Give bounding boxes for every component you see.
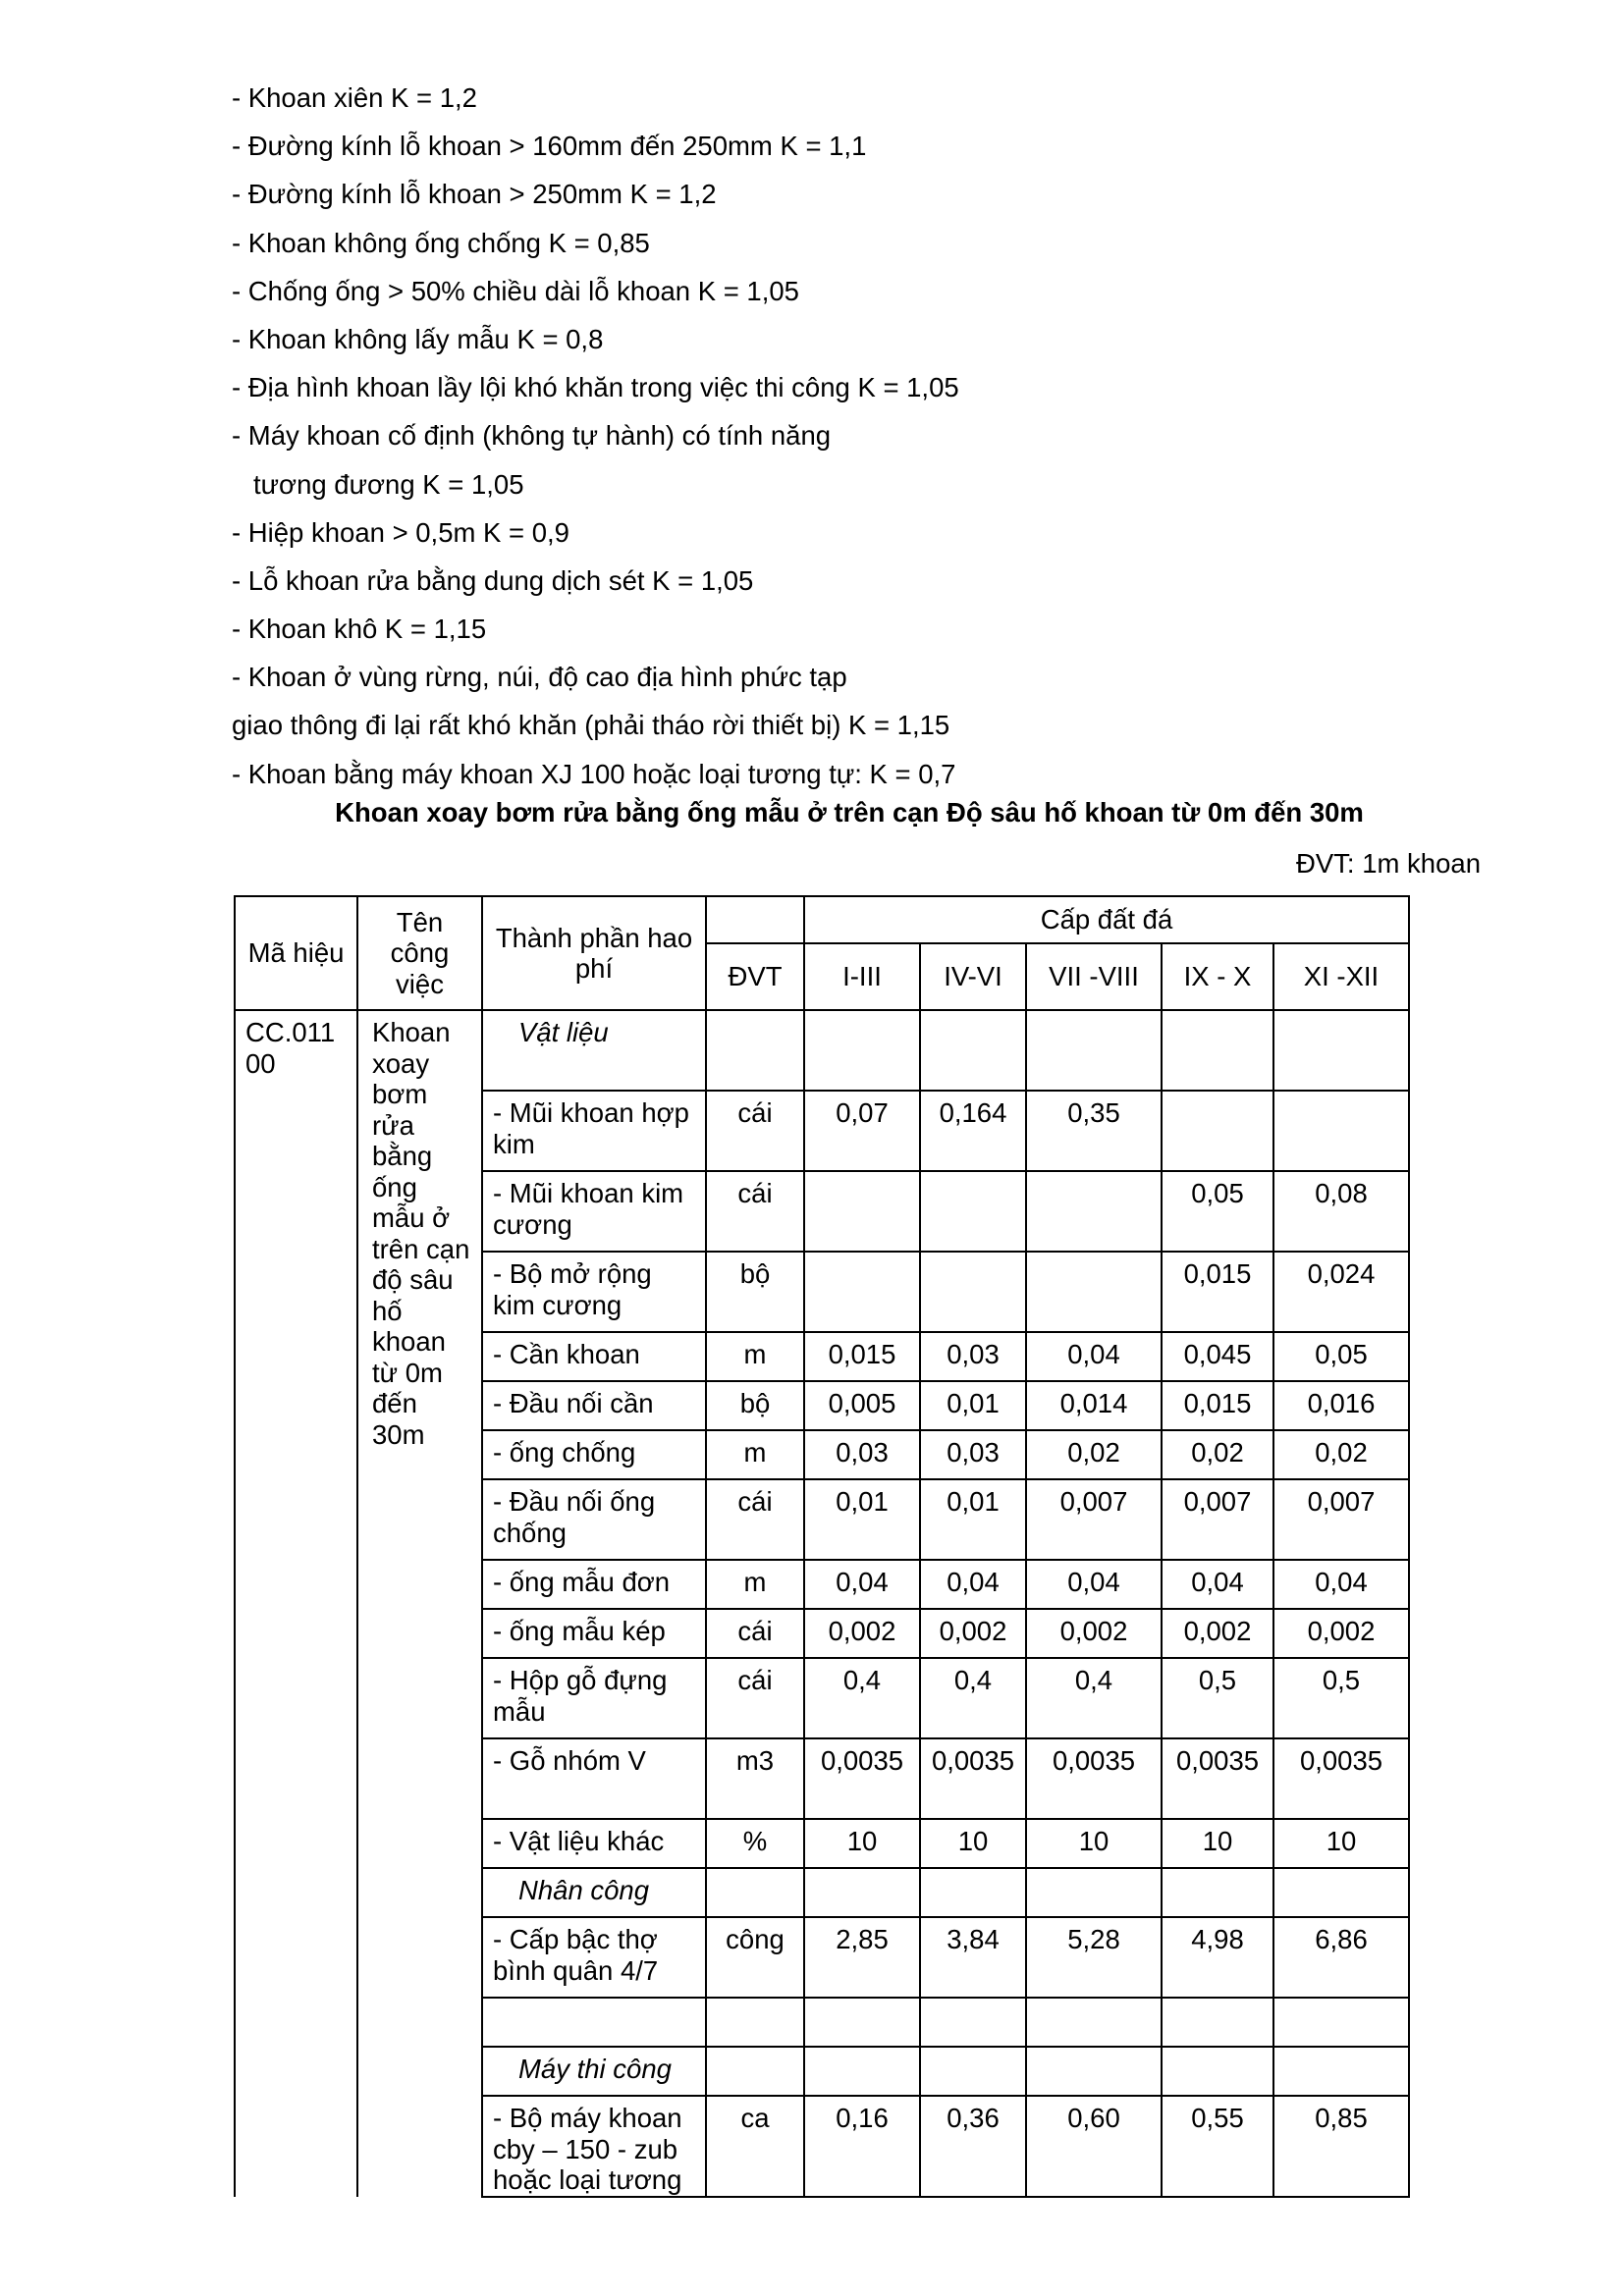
norm-table bbox=[234, 895, 1410, 2198]
value-cell bbox=[804, 2047, 920, 2096]
value-cell: 0,014 bbox=[1026, 1381, 1162, 1430]
value-cell: 0,55 bbox=[1162, 2096, 1273, 2197]
header-code: Mã hiệu bbox=[235, 896, 357, 1010]
value-cell bbox=[804, 1171, 920, 1252]
value-cell: 0,16 bbox=[804, 2096, 920, 2197]
header-grade: I-III bbox=[804, 943, 920, 1010]
table-title: Khoan xoay bơm rửa bằng ống mẫu ở trên cạn Độ sâu hố khoan từ 0m đến 30m bbox=[335, 797, 1364, 828]
unit-cell: bộ bbox=[706, 1381, 804, 1430]
value-cell bbox=[920, 1171, 1026, 1252]
component-label: - Đầu nối ống chống bbox=[482, 1479, 706, 1560]
value-cell bbox=[1026, 1010, 1162, 1091]
unit-cell bbox=[706, 2047, 804, 2096]
value-cell bbox=[804, 1998, 920, 2047]
work-code: CC.01100 bbox=[235, 1010, 357, 2197]
value-cell bbox=[1162, 1998, 1273, 2047]
condition-item: - Khoan khô K = 1,15 bbox=[232, 614, 487, 645]
condition-item: - Khoan không lấy mẫu K = 0,8 bbox=[232, 323, 604, 354]
header-grade: XI -XII bbox=[1273, 943, 1409, 1010]
unit-cell: m bbox=[706, 1430, 804, 1479]
value-cell: 0,04 bbox=[1026, 1560, 1162, 1609]
unit-cell bbox=[706, 1868, 804, 1917]
value-cell: 0,005 bbox=[804, 1381, 920, 1430]
unit-cell: cái bbox=[706, 1171, 804, 1252]
condition-item: - Đường kính lỗ khoan > 160mm đến 250mm K = 1,1 bbox=[232, 131, 867, 162]
value-cell: 0,5 bbox=[1162, 1658, 1273, 1738]
value-cell: 0,015 bbox=[1162, 1252, 1273, 1332]
condition-item: - Chống ống > 50% chiều dài lỗ khoan K = 1,05 bbox=[232, 275, 799, 306]
condition-item: giao thông đi lại rất khó khăn (phải tháo rời thiết bị) K = 1,15 bbox=[232, 710, 950, 741]
unit-cell: cái bbox=[706, 1609, 804, 1658]
header-grade: IV-VI bbox=[920, 943, 1026, 1010]
value-cell: 0,05 bbox=[1162, 1171, 1273, 1252]
value-cell: 4,98 bbox=[1162, 1917, 1273, 1998]
value-cell: 0,02 bbox=[1273, 1430, 1409, 1479]
unit-cell: ca bbox=[706, 2096, 804, 2197]
value-cell bbox=[1162, 2047, 1273, 2096]
value-cell bbox=[1273, 2047, 1409, 2096]
value-cell: 5,28 bbox=[1026, 1917, 1162, 1998]
group-label: Máy thi công bbox=[482, 2047, 706, 2096]
value-cell: 0,04 bbox=[1026, 1332, 1162, 1381]
header-task: Tên công việc bbox=[357, 896, 482, 1010]
value-cell bbox=[1162, 1868, 1273, 1917]
unit-cell: % bbox=[706, 1819, 804, 1868]
component-label: - Gỗ nhóm V bbox=[482, 1738, 706, 1819]
value-cell: 0,03 bbox=[920, 1430, 1026, 1479]
value-cell: 0,4 bbox=[920, 1658, 1026, 1738]
unit-cell: công bbox=[706, 1917, 804, 1998]
value-cell: 0,01 bbox=[804, 1479, 920, 1560]
value-cell: 0,002 bbox=[1026, 1609, 1162, 1658]
value-cell: 0,36 bbox=[920, 2096, 1026, 2197]
value-cell: 0,4 bbox=[1026, 1658, 1162, 1738]
value-cell: 0,002 bbox=[920, 1609, 1026, 1658]
value-cell: 0,0035 bbox=[1162, 1738, 1273, 1819]
value-cell bbox=[804, 1252, 920, 1332]
group-label: Vật liệu bbox=[482, 1010, 706, 1091]
value-cell: 0,007 bbox=[1162, 1479, 1273, 1560]
value-cell: 0,01 bbox=[920, 1479, 1026, 1560]
value-cell bbox=[920, 1252, 1026, 1332]
value-cell: 10 bbox=[1026, 1819, 1162, 1868]
value-cell bbox=[1026, 2047, 1162, 2096]
unit-cell bbox=[706, 1010, 804, 1091]
condition-item: - Địa hình khoan lầy lội khó khăn trong việc thi công K = 1,05 bbox=[232, 372, 959, 403]
value-cell: 2,85 bbox=[804, 1917, 920, 1998]
condition-item: - Đường kính lỗ khoan > 250mm K = 1,2 bbox=[232, 179, 717, 210]
header-row-1 bbox=[235, 896, 1409, 943]
value-cell: 0,07 bbox=[804, 1091, 920, 1171]
value-cell: 0,007 bbox=[1273, 1479, 1409, 1560]
value-cell: 10 bbox=[1162, 1819, 1273, 1868]
component-label: - Hộp gỗ đựng mẫu bbox=[482, 1658, 706, 1738]
header-unit: ĐVT bbox=[706, 943, 804, 1010]
value-cell: 10 bbox=[1273, 1819, 1409, 1868]
value-cell bbox=[1162, 1091, 1273, 1171]
value-cell bbox=[1273, 1998, 1409, 2047]
condition-item: - Khoan ở vùng rừng, núi, độ cao địa hình phức tạp bbox=[232, 662, 847, 693]
value-cell: 0,04 bbox=[1162, 1560, 1273, 1609]
value-cell bbox=[920, 1998, 1026, 2047]
value-cell bbox=[1273, 1091, 1409, 1171]
component-label: - Đầu nối cần bbox=[482, 1381, 706, 1430]
value-cell: 0,35 bbox=[1026, 1091, 1162, 1171]
unit-cell: cái bbox=[706, 1658, 804, 1738]
value-cell: 0,0035 bbox=[1273, 1738, 1409, 1819]
value-cell bbox=[1162, 1010, 1273, 1091]
group-row bbox=[235, 1010, 1409, 1091]
value-cell: 0,08 bbox=[1273, 1171, 1409, 1252]
value-cell: 0,01 bbox=[920, 1381, 1026, 1430]
value-cell bbox=[1026, 1998, 1162, 2047]
value-cell: 3,84 bbox=[920, 1917, 1026, 1998]
value-cell: 0,015 bbox=[804, 1332, 920, 1381]
unit-cell: m bbox=[706, 1560, 804, 1609]
value-cell: 0,04 bbox=[1273, 1560, 1409, 1609]
value-cell: 0,04 bbox=[920, 1560, 1026, 1609]
condition-item: - Khoan xiên K = 1,2 bbox=[232, 82, 477, 113]
task-name: Khoan xoay bơm rửa bằng ống mẫu ở trên cạn độ sâu hố khoan từ 0m đến 30m bbox=[357, 1010, 482, 2197]
value-cell: 0,015 bbox=[1162, 1381, 1273, 1430]
header-grade: IX - X bbox=[1162, 943, 1273, 1010]
component-label: - ống mẫu kép bbox=[482, 1609, 706, 1658]
value-cell: 0,85 bbox=[1273, 2096, 1409, 2197]
value-cell: 0,0035 bbox=[920, 1738, 1026, 1819]
component-label: - Mũi khoan hợp kim bbox=[482, 1091, 706, 1171]
value-cell bbox=[1273, 1868, 1409, 1917]
component-label: - ống chống bbox=[482, 1430, 706, 1479]
header-grade-group: Cấp đất đá bbox=[804, 896, 1409, 943]
value-cell: 0,4 bbox=[804, 1658, 920, 1738]
value-cell bbox=[920, 1868, 1026, 1917]
value-cell: 10 bbox=[920, 1819, 1026, 1868]
condition-item: tương đương K = 1,05 bbox=[253, 468, 524, 500]
value-cell: 0,016 bbox=[1273, 1381, 1409, 1430]
component-label: - Cấp bậc thợ bình quân 4/7 bbox=[482, 1917, 706, 1998]
unit-cell: cái bbox=[706, 1479, 804, 1560]
value-cell: 0,024 bbox=[1273, 1252, 1409, 1332]
value-cell: 0,03 bbox=[804, 1430, 920, 1479]
value-cell: 0,02 bbox=[1026, 1430, 1162, 1479]
condition-item: - Khoan bằng máy khoan XJ 100 hoặc loại tương tự: K = 0,7 bbox=[232, 758, 956, 789]
unit-cell: bộ bbox=[706, 1252, 804, 1332]
value-cell bbox=[920, 2047, 1026, 2096]
value-cell bbox=[1026, 1868, 1162, 1917]
component-label: - ống mẫu đơn bbox=[482, 1560, 706, 1609]
unit-cell: m bbox=[706, 1332, 804, 1381]
header-grade: VII -VIII bbox=[1026, 943, 1162, 1010]
value-cell bbox=[1273, 1010, 1409, 1091]
component-label: - Bộ máy khoan cby – 150 - zub hoặc loại tương bbox=[482, 2096, 706, 2197]
value-cell: 0,002 bbox=[1273, 1609, 1409, 1658]
value-cell: 0,03 bbox=[920, 1332, 1026, 1381]
component-label bbox=[482, 1998, 706, 2047]
value-cell: 0,0035 bbox=[804, 1738, 920, 1819]
component-label: - Vật liệu khác bbox=[482, 1819, 706, 1868]
condition-list bbox=[232, 74, 1508, 798]
unit-cell: m3 bbox=[706, 1738, 804, 1819]
value-cell bbox=[1026, 1171, 1162, 1252]
component-label: - Mũi khoan kim cương bbox=[482, 1171, 706, 1252]
value-cell bbox=[920, 1010, 1026, 1091]
value-cell bbox=[1026, 1252, 1162, 1332]
component-label: - Bộ mở rộng kim cương bbox=[482, 1252, 706, 1332]
group-label: Nhân công bbox=[482, 1868, 706, 1917]
value-cell: 0,05 bbox=[1273, 1332, 1409, 1381]
value-cell: 6,86 bbox=[1273, 1917, 1409, 1998]
value-cell: 0,164 bbox=[920, 1091, 1026, 1171]
unit-cell: cái bbox=[706, 1091, 804, 1171]
value-cell bbox=[804, 1868, 920, 1917]
value-cell: 0,045 bbox=[1162, 1332, 1273, 1381]
unit-cell bbox=[706, 1998, 804, 2047]
condition-item: - Máy khoan cố định (không tự hành) có tính năng bbox=[232, 420, 832, 452]
value-cell: 0,002 bbox=[1162, 1609, 1273, 1658]
value-cell: 0,5 bbox=[1273, 1658, 1409, 1738]
value-cell: 0,04 bbox=[804, 1560, 920, 1609]
value-cell: 0,60 bbox=[1026, 2096, 1162, 2197]
condition-item: - Lỗ khoan rửa bằng dung dịch sét K = 1,05 bbox=[232, 564, 754, 596]
header-component: Thành phần hao phí bbox=[482, 896, 706, 1010]
condition-item: - Khoan không ống chống K = 0,85 bbox=[232, 227, 650, 258]
value-cell: 10 bbox=[804, 1819, 920, 1868]
condition-item: - Hiệp khoan > 0,5m K = 0,9 bbox=[232, 516, 569, 548]
value-cell: 0,0035 bbox=[1026, 1738, 1162, 1819]
value-cell: 0,007 bbox=[1026, 1479, 1162, 1560]
component-label: - Cần khoan bbox=[482, 1332, 706, 1381]
value-cell bbox=[804, 1010, 920, 1091]
value-cell: 0,02 bbox=[1162, 1430, 1273, 1479]
value-cell: 0,002 bbox=[804, 1609, 920, 1658]
unit-note: ĐVT: 1m khoan bbox=[1295, 848, 1481, 879]
